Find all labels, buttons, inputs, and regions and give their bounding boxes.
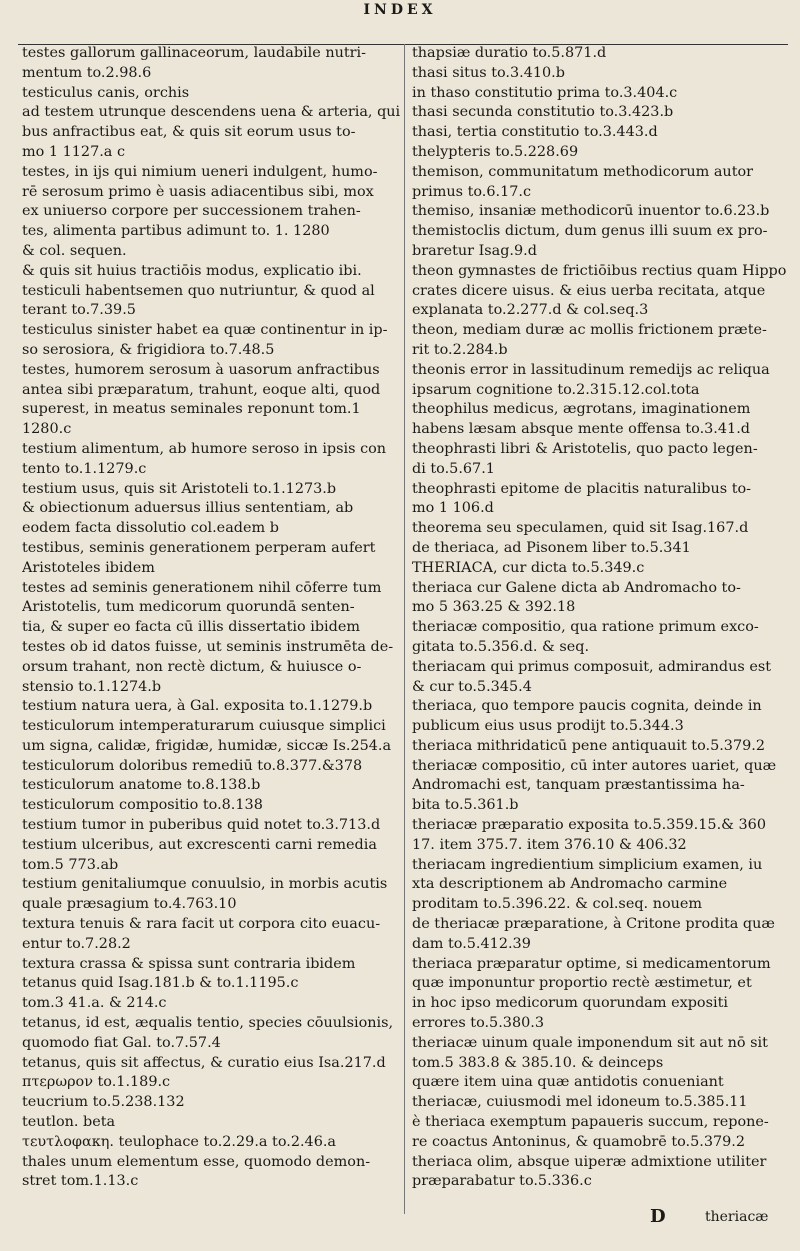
index-line: testiculorum compositio to.8.138	[22, 797, 263, 814]
index-line: mo 5 363.25 & 392.18	[412, 599, 576, 616]
index-line: theon gymnastes de frictiōibus rectius quam Hippo	[412, 262, 787, 279]
index-line: testiculorum anatome to.8.138.b	[22, 777, 261, 794]
index-line: testes ob id datos fuisse, ut seminis instrumēta de-	[22, 638, 394, 655]
index-line: thapsiæ duratio to.5.871.d	[412, 45, 607, 61]
index-line: de theriacæ præparatione, à Critone prodita quæ	[412, 916, 775, 933]
page-footer	[0, 1206, 800, 1230]
index-line: di to.5.67.1	[412, 460, 495, 477]
index-line: testiculorum doloribus remediū to.8.377.&378	[22, 757, 363, 774]
index-line: testiculorum intemperaturarum cuiusque simplici	[22, 718, 386, 735]
index-line: proditam to.5.396.22. & col.seq. nouem	[412, 896, 703, 913]
index-line: crates dicere uisus. & eius uerba recitata, atque	[412, 282, 766, 299]
index-line: theriacæ compositio, qua ratione primum exco-	[412, 619, 759, 636]
index-line: præparabatur to.5.336.c	[412, 1173, 592, 1190]
index-line: textura tenuis & rara facit ut corpora cito euacu-	[22, 916, 381, 933]
index-line: tento to.1.1279.c	[22, 460, 147, 477]
index-line: de theriaca, ad Pisonem liber to.5.341	[412, 539, 691, 556]
index-line: habens læsam absque mente offensa to.3.41.d	[412, 421, 750, 438]
index-line: stret tom.1.13.c	[22, 1173, 139, 1190]
index-line: in thaso constitutio prima to.3.404.c	[412, 84, 678, 101]
index-line: testium usus, quis sit Aristoteli to.1.1273.b	[22, 480, 337, 497]
index-line: theriacæ, cuiusmodi mel idoneum to.5.385.11	[412, 1094, 748, 1111]
index-line: πτερωρον to.1.189.c	[22, 1074, 171, 1091]
catchword: theriacæ	[705, 1209, 769, 1225]
index-line: xta descriptionem ab Andromacho carmine	[412, 876, 728, 893]
index-line: gitata to.5.356.d. & seq.	[412, 638, 590, 655]
index-line: Aristotelis, tum medicorum quorundā senten-	[22, 599, 355, 616]
index-line: testium genitaliumque conuulsio, in morbis acutis	[22, 876, 388, 893]
index-line: orsum trahant, non rectè dictum, & huiusce o-	[22, 658, 362, 675]
index-line: & quis sit huius tractiōis modus, explicatio ibi.	[22, 262, 362, 279]
index-line: testiculus sinister habet ea quæ continentur in ip-	[22, 322, 388, 339]
index-line: theriaca cur Galene dicta ab Andromacho to-	[412, 579, 741, 596]
index-line: mo 1 106.d	[412, 500, 494, 517]
index-line: theon, mediam duræ ac mollis frictionem præte-	[412, 322, 767, 339]
index-line: theriacam qui primus composuit, admirandus est	[412, 658, 772, 675]
index-line: ex uniuerso corpore per successionem trahen-	[22, 203, 361, 220]
index-line: theriacæ præparatio exposita to.5.359.15.& 360	[412, 817, 766, 834]
index-line: stensio to.1.1274.b	[22, 678, 162, 695]
index-line: braretur Isag.9.d	[412, 242, 537, 259]
index-line: eodem facta dissolutio col.eadem b	[22, 520, 279, 537]
index-line: testes gallorum gallinaceorum, laudabile nutri-	[22, 45, 367, 61]
index-line: teucrium to.5.238.132	[22, 1094, 185, 1111]
index-line: theriaca mithridaticū pene antiquauit to.5.379.2	[412, 737, 766, 754]
index-line: THERIACA, cur dicta to.5.349.c	[412, 559, 645, 576]
index-line: 1280.c	[22, 421, 72, 438]
index-line: testes, humorem serosum à uasorum anfractibus	[22, 361, 380, 378]
index-line: theonis error in lassitudinum remedijs ac reliqua	[412, 361, 770, 378]
index-line: thasi secunda constitutio to.3.423.b	[412, 104, 674, 121]
index-line: testium ulceribus, aut excrescenti carni remedia	[22, 836, 377, 853]
index-line: in hoc ipso medicorum quorundam expositi	[412, 995, 728, 1012]
right-column	[412, 44, 798, 1194]
index-line: & obiectionum aduersus illius sententiam, ab	[22, 500, 354, 517]
index-line: ad testem utrunque descendens uena & arteria, qui	[22, 104, 401, 121]
signature-mark: D	[650, 1206, 666, 1227]
left-column	[22, 44, 408, 1194]
index-line: testium alimentum, ab humore seroso in ipsis con	[22, 440, 387, 457]
index-line: 17. item 375.7. item 376.10 & 406.32	[412, 836, 687, 853]
index-line: thelypteris to.5.228.69	[412, 143, 579, 160]
index-line: theriacæ uinum quale imponendum sit aut nō sit	[412, 1034, 768, 1051]
index-line: themison, communitatum methodicorum autor	[412, 163, 754, 180]
index-line: tetanus quid Isag.181.b & to.1.1195.c	[22, 975, 299, 992]
index-line: superest, in meatus seminales reponunt tom.1	[22, 401, 361, 418]
index-line: tom.5 383.8 & 385.10. & deinceps	[412, 1054, 664, 1071]
index-line: tom.3 41.a. & 214.c	[22, 995, 167, 1012]
index-line	[22, 1192, 408, 1194]
index-line: entur to.7.28.2	[22, 935, 131, 952]
index-line: bita to.5.361.b	[412, 797, 519, 814]
index-line: re coactus Antoninus, & quamobrē to.5.379.2	[412, 1133, 746, 1150]
index-line: testium tumor in puberibus quid notet to.3.713.d	[22, 817, 381, 834]
index-line: quomodo fiat Gal. to.7.57.4	[22, 1034, 221, 1051]
index-line: testiculi habentsemen quo nutriuntur, & quod al	[22, 282, 375, 299]
index-line: theriaca olim, absque uiperæ admixtione utiliter	[412, 1153, 767, 1170]
index-line: so serosiora, & frigidiora to.7.48.5	[22, 341, 275, 358]
index-line: tom.5 773.ab	[22, 856, 119, 873]
index-line: textura crassa & spissa sunt contraria ibidem	[22, 955, 356, 972]
index-line: è theriaca exemptum papaueris succum, repone-	[412, 1114, 769, 1131]
index-line: terant to.7.39.5	[22, 302, 136, 319]
index-line: Andromachi est, tanquam præstantissima ha-	[412, 777, 745, 794]
index-line: teutlon. beta	[22, 1114, 116, 1131]
index-line: testibus, seminis generationem perperam aufert	[22, 539, 376, 556]
index-line: quære item uina quæ antidotis conueniant	[412, 1074, 724, 1091]
index-line	[412, 1192, 798, 1194]
index-line: Aristoteles ibidem	[22, 559, 155, 576]
index-line: quæ imponuntur proportio rectè æstimetur, et	[412, 975, 752, 992]
index-line: & col. sequen.	[22, 242, 127, 259]
index-line: explanata to.2.277.d & col.seq.3	[412, 302, 649, 319]
index-line: primus to.6.17.c	[412, 183, 532, 200]
index-line: thasi situs to.3.410.b	[412, 64, 565, 81]
index-line: theorema seu speculamen, quid sit Isag.167.d	[412, 520, 749, 537]
index-line: bus anfractibus eat, & quis sit eorum usus to-	[22, 124, 356, 141]
index-line: thasi, tertia constitutio to.3.443.d	[412, 124, 658, 141]
index-line: theophrasti epitome de placitis naturalibus to-	[412, 480, 752, 497]
index-line: theriaca, quo tempore paucis cognita, deinde in	[412, 698, 762, 715]
index-line: themiso, insaniæ methodicorū inuentor to.6.23.b	[412, 203, 770, 220]
index-line: testium natura uera, à Gal. exposita to.1.1279.b	[22, 698, 373, 715]
index-line: theophrasti libri & Aristotelis, quo pacto legen-	[412, 440, 758, 457]
index-line: testes, in ijs qui nimium ueneri indulgent, humo-	[22, 163, 378, 180]
index-line: mentum to.2.98.6	[22, 64, 152, 81]
index-line: theriacam ingredientium simplicium examen, iu	[412, 856, 763, 873]
index-line: tes, alimenta partibus adimunt to. 1. 1280	[22, 223, 330, 240]
index-line: theriacæ compositio, cū inter autores uariet, quæ	[412, 757, 777, 774]
index-line: tetanus, quis sit affectus, & curatio eius Isa.217.d	[22, 1054, 386, 1071]
index-line: dam to.5.412.39	[412, 935, 531, 952]
index-line: publicum eius usus prodijt to.5.344.3	[412, 718, 684, 735]
index-line: mo 1 1127.a c	[22, 143, 126, 160]
index-line: quale præsagium to.4.763.10	[22, 896, 237, 913]
index-line: tetanus, id est, æqualis tentio, species cōuulsionis,	[22, 1015, 394, 1032]
index-line: rē serosum primo è uasis adiacentibus sibi, mox	[22, 183, 374, 200]
index-line: testes ad seminis generationem nihil cōferre tum	[22, 579, 382, 596]
index-line: errores to.5.380.3	[412, 1015, 544, 1032]
index-line: rit to.2.284.b	[412, 341, 508, 358]
index-line: ipsarum cognitione to.2.315.12.col.tota	[412, 381, 700, 398]
page-header: INDEX	[363, 2, 437, 18]
index-line: & cur to.5.345.4	[412, 678, 532, 695]
index-line: antea sibi præparatum, trahunt, eoque alti, quod	[22, 381, 381, 398]
index-line: theriaca præparatur optime, si medicamentorum	[412, 955, 771, 972]
index-line: testiculus canis, orchis	[22, 84, 190, 101]
index-line: thales unum elementum esse, quomodo demon-	[22, 1153, 371, 1170]
index-line: um signa, calidæ, frigidæ, humidæ, siccæ Is.254.a	[22, 737, 392, 754]
index-line: tia, & super eo facta cū illis dissertatio ibidem	[22, 619, 361, 636]
index-line: themistoclis dictum, dum genus illi suum ex pro-	[412, 223, 768, 240]
index-line: theophilus medicus, ægrotans, imaginationem	[412, 401, 751, 418]
index-line: τευτλοφακη. teulophace to.2.29.a to.2.46.a	[22, 1133, 337, 1150]
